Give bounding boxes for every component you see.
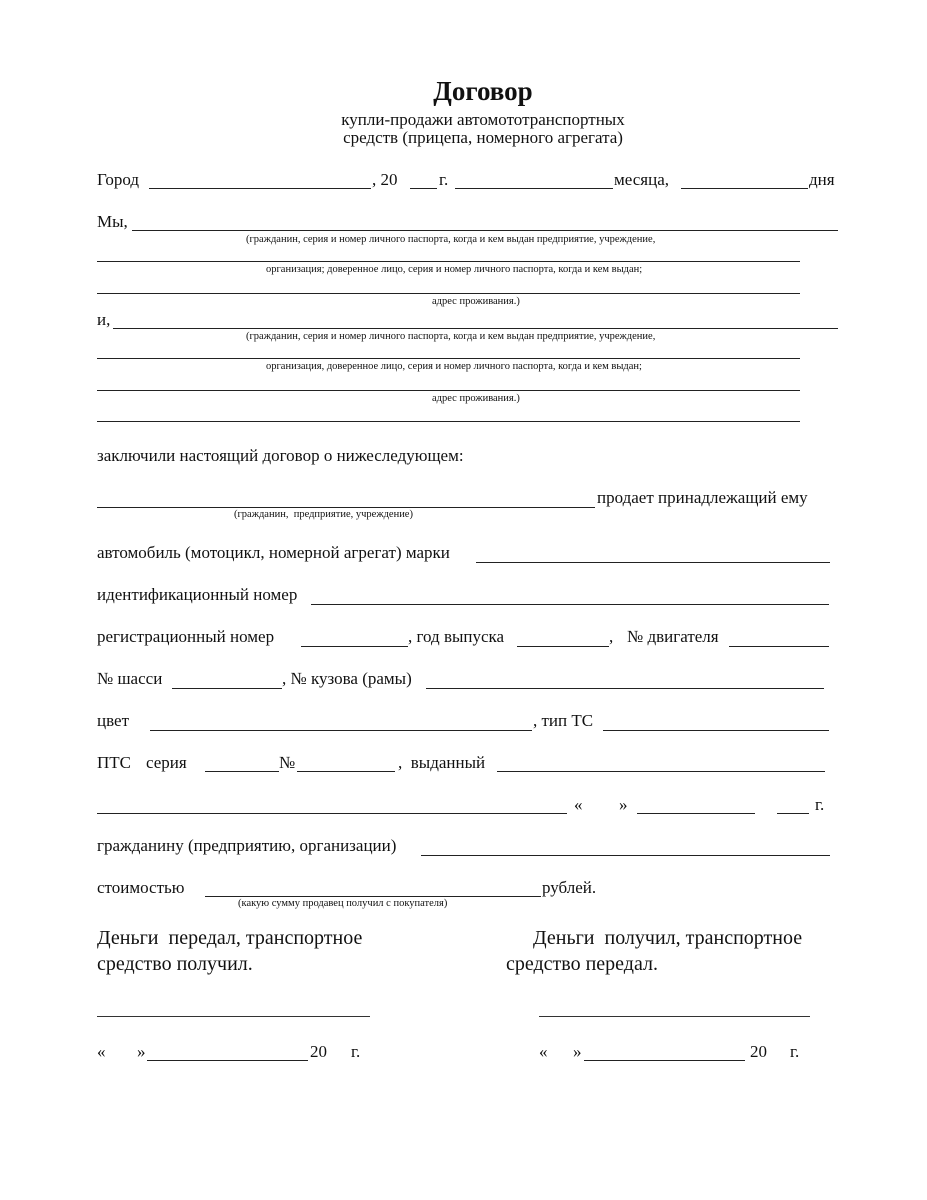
page-subtitle-1: купли-продажи автомототранспортных: [341, 110, 625, 129]
seller-field[interactable]: [97, 507, 595, 508]
year-comma: ,: [609, 627, 614, 646]
party-2-field-3[interactable]: [97, 390, 800, 391]
party-2-field-4[interactable]: [97, 421, 800, 422]
pts-year-field[interactable]: [777, 813, 809, 814]
body-label: , № кузова (рамы): [282, 669, 412, 688]
year-made-field[interactable]: [517, 646, 609, 647]
pts-number-field[interactable]: [297, 771, 395, 772]
party-1-field-2[interactable]: [97, 261, 800, 262]
party-2-field-2[interactable]: [97, 358, 800, 359]
party-we-label: Мы,: [97, 212, 128, 231]
type-field[interactable]: [603, 730, 829, 731]
buyer-label: гражданину (предприятию, организации): [97, 836, 397, 855]
color-field[interactable]: [150, 730, 532, 731]
chassis-label: № шасси: [97, 669, 163, 688]
buyer-field[interactable]: [421, 855, 830, 856]
party-1-field-1[interactable]: [132, 230, 838, 231]
sign-right-date-field[interactable]: [584, 1060, 745, 1061]
sign-right-field[interactable]: [539, 1016, 810, 1017]
pts-series-label: серия: [146, 753, 187, 772]
city-field[interactable]: [149, 188, 371, 189]
engine-field[interactable]: [729, 646, 829, 647]
sign-right-quote-close: »: [573, 1042, 582, 1061]
day-label: дня: [809, 170, 835, 189]
party-and-label: и,: [97, 310, 111, 329]
vin-field[interactable]: [311, 604, 829, 605]
agreement-text: заключили настоящий договор о нижеследующем:: [97, 446, 464, 465]
sign-right-line-2: средство передал.: [506, 953, 658, 975]
page-subtitle-2: средств (прицепа, номерного агрегата): [343, 128, 623, 147]
seller-hint: (гражданин, предприятие, учреждение): [234, 509, 413, 520]
sign-left-line-2: средство получил.: [97, 953, 253, 975]
pts-year-g: г.: [815, 795, 825, 814]
pts-issued-field[interactable]: [497, 771, 825, 772]
reg-number-label: регистрационный номер: [97, 627, 275, 646]
year-label: , год выпуска: [408, 627, 505, 646]
sign-left-date-field[interactable]: [147, 1060, 308, 1061]
sign-left-line-1: Деньги передал, транспортное: [97, 927, 363, 949]
year-field[interactable]: [410, 188, 437, 189]
reg-number-field[interactable]: [301, 646, 408, 647]
party-1-hint-1: (гражданин, серия и номер личного паспорта, когда и кем выдан предприятие, учреждение,: [246, 234, 656, 245]
month-field[interactable]: [455, 188, 613, 189]
pts-issuer-field[interactable]: [97, 813, 567, 814]
color-label: цвет: [97, 711, 129, 730]
pts-issued-label: , выданный: [398, 753, 486, 772]
sign-left-quote-open: «: [97, 1042, 106, 1061]
city-label: Город: [97, 170, 139, 189]
page-title: Договор: [433, 76, 533, 106]
year-prefix: , 20: [372, 170, 398, 189]
sign-left-year: 20: [310, 1042, 327, 1061]
month-label: месяца,: [614, 170, 669, 189]
sign-right-quote-open: «: [539, 1042, 548, 1061]
price-hint: (какую сумму продавец получил с покупателя): [238, 898, 448, 909]
pts-label: ПТС: [97, 753, 131, 772]
price-field[interactable]: [205, 896, 541, 897]
sign-left-field[interactable]: [97, 1016, 370, 1017]
pts-number-label: №: [279, 753, 296, 772]
pts-date-quote-close: »: [619, 795, 628, 814]
seller-sells-text: продает принадлежащий ему: [597, 488, 808, 507]
sign-right-line-1: Деньги получил, транспортное: [533, 927, 803, 949]
price-rub: рублей.: [542, 878, 597, 897]
sign-left-quote-close: »: [137, 1042, 146, 1061]
party-1-hint-2: организация; доверенное лицо, серия и номер личного паспорта, когда и кем выдан;: [266, 264, 643, 275]
party-1-field-3[interactable]: [97, 293, 800, 294]
sign-right-year: 20: [750, 1042, 767, 1061]
sign-right-g: г.: [790, 1042, 800, 1061]
pts-month-field[interactable]: [637, 813, 755, 814]
price-label: стоимостью: [97, 878, 185, 897]
vin-label: идентификационный номер: [97, 585, 298, 604]
chassis-field[interactable]: [172, 688, 282, 689]
body-field[interactable]: [426, 688, 824, 689]
pts-date-quote-open: «: [574, 795, 583, 814]
party-2-hint-3: адрес проживания.): [432, 393, 520, 404]
brand-label: автомобиль (мотоцикл, номерной агрегат) марки: [97, 543, 450, 562]
engine-label: № двигателя: [627, 627, 719, 646]
party-1-hint-3: адрес проживания.): [432, 296, 520, 307]
party-2-field-1[interactable]: [113, 328, 838, 329]
party-2-hint-1: (гражданин, серия и номер личного паспорта, когда и кем выдан предприятие, учреждение,: [246, 331, 656, 342]
pts-series-field[interactable]: [205, 771, 279, 772]
year-suffix: г.: [439, 170, 449, 189]
day-field[interactable]: [681, 188, 808, 189]
sign-left-g: г.: [351, 1042, 361, 1061]
brand-field[interactable]: [476, 562, 830, 563]
type-label: , тип ТС: [533, 711, 594, 730]
party-2-hint-2: организация, доверенное лицо, серия и номер личного паспорта, когда и кем выдан;: [266, 361, 642, 372]
